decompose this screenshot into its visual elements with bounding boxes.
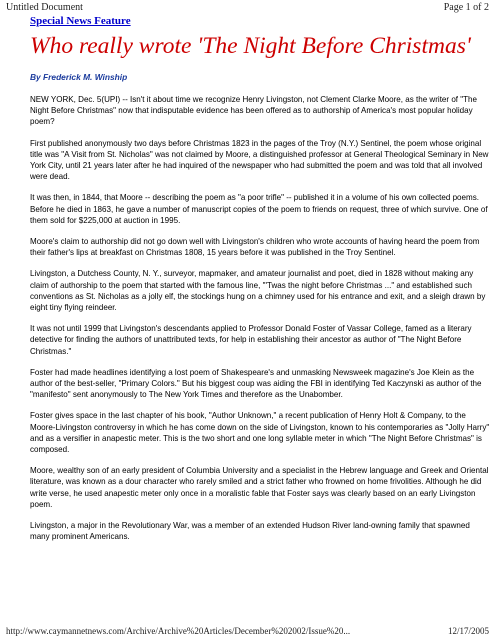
article-title: Who really wrote 'The Night Before Christmas' bbox=[30, 33, 471, 59]
page-indicator: Page 1 of 2 bbox=[443, 2, 489, 13]
paragraph: It was not until 1999 that Livingston's descendants applied to Professor Donald Foster of Vassar College, famed as a literary detective for finding the authors of unattributed texts, for help in establishing their ancestor as author of "The Night Before Christmas." bbox=[30, 324, 472, 356]
print-date: 12/17/2005 bbox=[447, 626, 489, 636]
paragraph: Livingston, a major in the Revolutionary War, was a member of an extended Hudson River land-owning family that spawned many prominent Americans. bbox=[30, 521, 470, 542]
document-title: Untitled Document bbox=[6, 2, 83, 13]
print-footer bbox=[6, 626, 489, 636]
paragraph: Foster had made headlines identifying a lost poem of Shakespeare's and unmasking Newsweek magazine's Joe Klein as the author of the best-seller, "Primary Colors." But his biggest coup was aiding the FBI in identifying Ted Kaczynski as author of the "manifesto" sent anonymously to The New York Times and therefore as the Unabomber. bbox=[30, 367, 482, 400]
paragraph: Moore's claim to authorship did not go down well with Livingston's children who wrote accounts of having heard the poem from their father's lips at breakfast on Christmas 1808, 15 years before it was published in the Troy Sentinel. bbox=[30, 237, 480, 258]
print-header bbox=[6, 2, 489, 13]
special-news-feature-link[interactable]: Special News Feature bbox=[30, 15, 131, 27]
paragraph: NEW YORK, Dec. 5(UPI) -- Isn't it about time we recognize Henry Livingston, not Clement Clarke Moore, as the writer of "The Night Before Christmas" now that indisputable evidence has been offered as to authorship of America's most popular holiday poem? bbox=[30, 95, 477, 127]
article-body bbox=[30, 94, 490, 553]
paragraph: Livingston, a Dutchess County, N. Y., surveyor, mapmaker, and amateur journalist and poet, died in 1828 without making any claim of authorship to the poem that started with the famous line, "'Twas the night before Christmas ..." and established such conventions as St. Nicholas as a jolly elf, the stockings hung on a chimney used for his entrance and exit, and a sleigh drawn by eight tiny flying reindeer. bbox=[30, 269, 486, 313]
article-byline: By Frederick M. Winship bbox=[30, 72, 128, 82]
source-url: http://www.caymannetnews.com/Archive/Archive%20Articles/December%202002/Issue%20... bbox=[6, 626, 351, 636]
paragraph: Foster gives space in the last chapter of his book, "Author Unknown," a recent publication of Henry Holt & Company, to the Moore-Livingston controversy in which he has come down on the side of Livingston, known to his contemporaries as "Jolly Harry" and as a versifier in anapestic meter. This is the two short and one long syllable meter in which "The Night Before Christmas" is composed. bbox=[30, 411, 490, 455]
paragraph: Moore, wealthy son of an early president of Columbia University and a specialist in the Hebrew language and Greek and Oriental literature, was known as a dour character who rarely smiled and a strict father who frowned on home frivolities. Although he did write verse, he used anapestic meter only once in a moralistic fable that Foster says was clearly based on an early Livingston poem. bbox=[30, 466, 489, 509]
paragraph: First published anonymously two days before Christmas 1823 in the pages of the Troy (N.Y.) Sentinel, the poem whose original title was "A Visit from St. Nicholas" was not claimed by Moore, a distinguished professor at General Theological Seminary in New York City, until 21 years later after he had inquired of the newspaper who had submitted the poem and was told that all involved were dead. bbox=[30, 138, 489, 182]
paragraph: It was then, in 1844, that Moore -- describing the poem as "a poor trifle" -- published it in a volume of his own collected poems. Before he died in 1863, he gave a number of manuscript copies of the poem to friends on request, three of which survive. One of them sold for $225,000 at auction in 1995. bbox=[30, 193, 488, 225]
